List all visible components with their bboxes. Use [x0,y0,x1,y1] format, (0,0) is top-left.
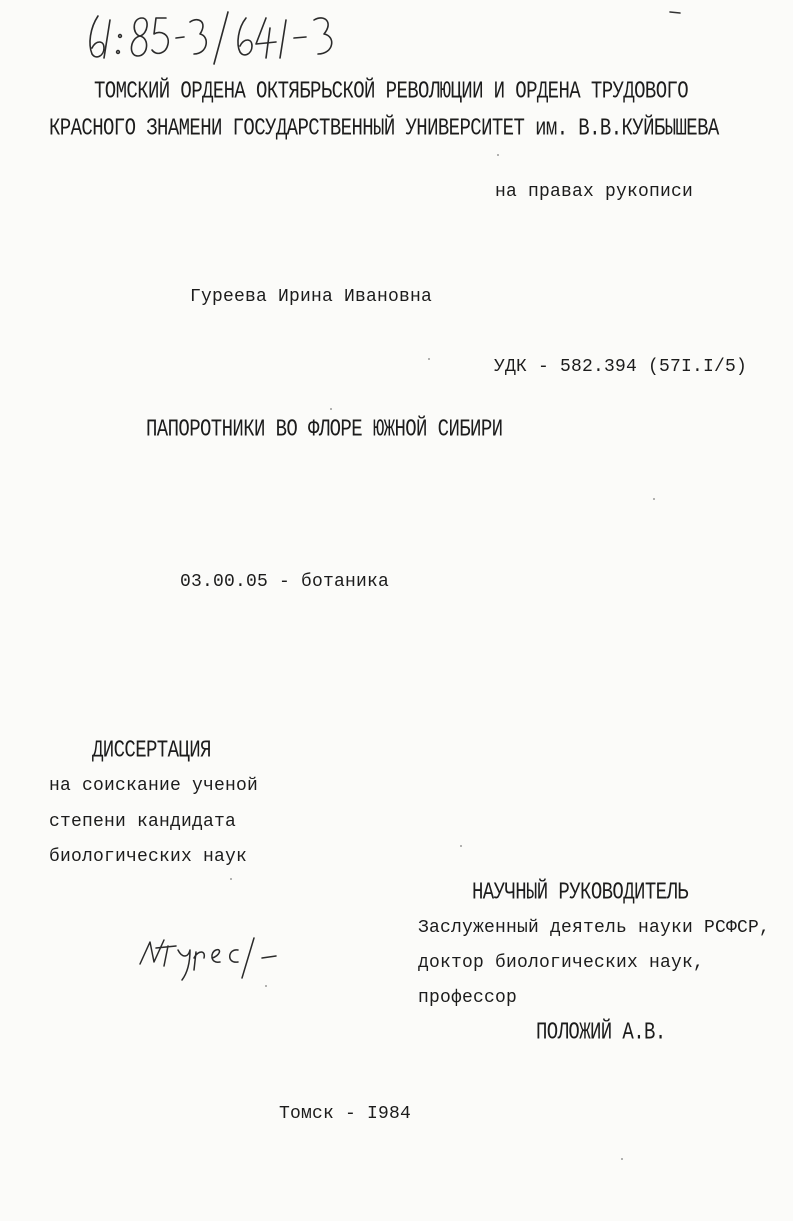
pen-mark [668,8,682,16]
scan-speck [330,408,332,410]
scan-speck [230,878,232,880]
degree-line-1: на соискание ученой [49,776,259,796]
handwritten-code-text [80,6,88,7]
scan-speck [653,498,655,500]
scan-speck [497,154,499,156]
place-and-year: Томск - I984 [279,1104,412,1124]
degree-heading: ДИССЕРТАЦИЯ [92,736,211,764]
author-name: Гуреева Ирина Ивановна [190,287,433,307]
supervisor-line-1: Заслуженный деятель науки РСФСР, [418,918,771,938]
scan-speck [460,845,462,847]
signature-text [130,930,135,931]
handwritten-archive-code [80,6,360,66]
dissertation-title: ПАПОРОТНИКИ ВО ФЛОРЕ ЮЖНОЙ СИБИРИ [146,415,503,443]
scan-speck [265,985,267,987]
university-name-line-2: КРАСНОГО ЗНАМЕНИ ГОСУДАРСТВЕННЫЙ УНИВЕРСИТЕТ им. В.В.КУЙБЫШЕВА [49,114,719,142]
udc-code: УДК - 582.394 (57I.I/5) [494,357,748,377]
degree-line-2: степени кандидата [49,812,237,832]
scan-speck [428,358,430,360]
degree-line-3: биологических наук [49,847,248,867]
university-name-line-1: ТОМСКИЙ ОРДЕНА ОКТЯБРЬСКОЙ РЕВОЛЮЦИИ И ОРДЕНА ТРУДОВОГО [94,77,689,105]
supervisor-line-3: профессор [418,988,518,1008]
specialty-code: 03.00.05 - ботаника [180,572,390,592]
supervisor-heading: НАУЧНЫЙ РУКОВОДИТЕЛЬ [472,878,689,906]
supervisor-line-2: доктор биологических наук, [418,953,705,973]
manuscript-note: на правах рукописи [495,182,694,202]
author-signature [130,928,290,984]
supervisor-name: ПОЛОЖИЙ А.В. [536,1018,666,1046]
scan-speck [621,1158,623,1160]
